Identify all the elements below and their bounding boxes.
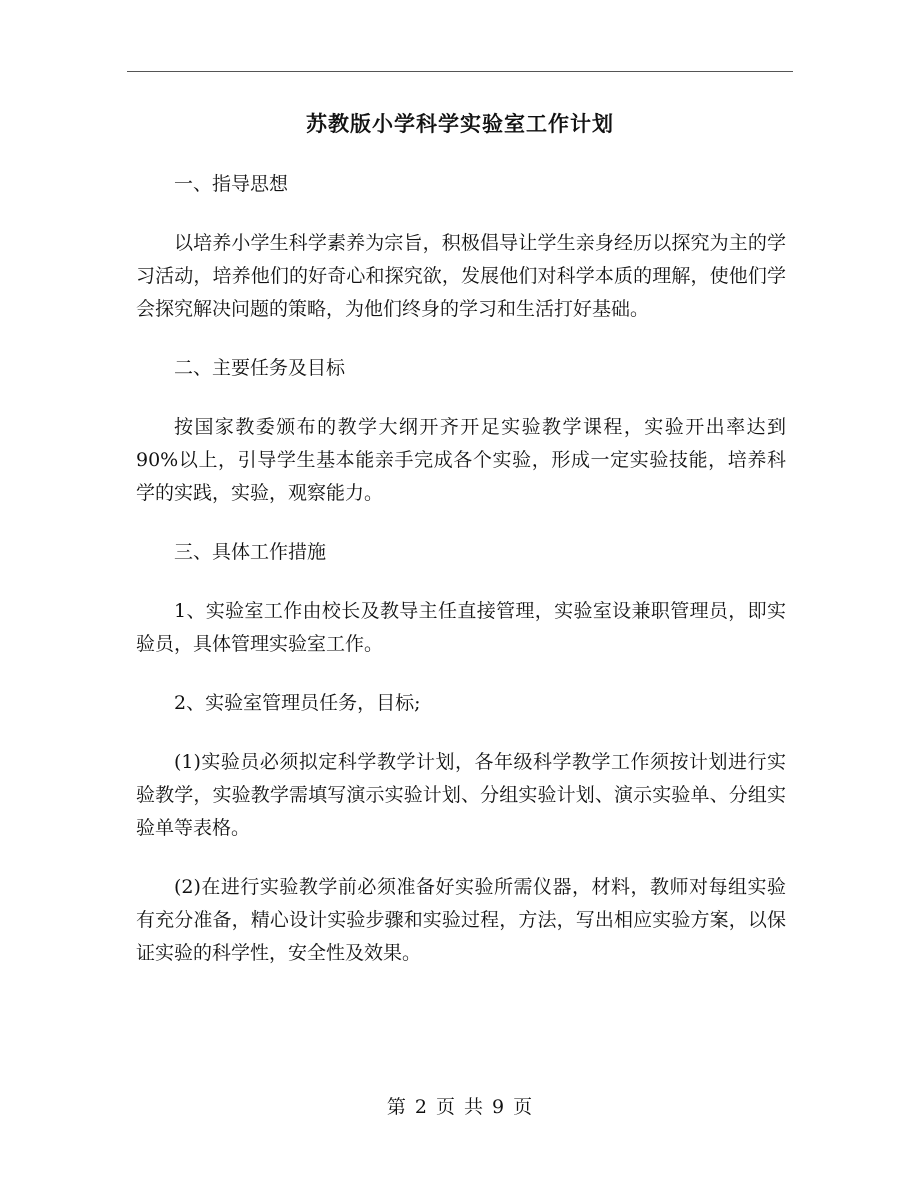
section-heading-guiding-idea: 一、指导思想 (174, 173, 289, 195)
paragraph-tasks-goals: 按国家教委颁布的教学大纲开齐开足实验教学课程，实验开出率达到90%以上，引导学生基本能亲手完成各个实验，形成一定实验技能，培养科学的实践，实验，观察能力。 (136, 416, 786, 504)
paragraph-measure-2-1: (1)实验员必须拟定科学教学计划，各年级科学教学工作须按计划进行实验教学，实验教学需填写演示实验计划、分组实验计划、演示实验单、分组实验单等表格。 (136, 751, 786, 839)
paragraph-measure-1: 1、实验室工作由校长及教导主任直接管理，实验室设兼职管理员，即实验员，具体管理实验室工作。 (136, 600, 786, 655)
header-rule (127, 71, 793, 72)
paragraph-measure-2: 2、实验室管理员任务，目标; (174, 692, 421, 714)
footer-page-word: 页 (435, 1096, 456, 1118)
section-heading-measures: 三、具体工作措施 (174, 541, 327, 563)
footer-prefix: 第 (386, 1096, 407, 1118)
paragraph-measure-2-2: (2)在进行实验教学前必须准备好实验所需仪器，材料，教师对每组实验有充分准备，精心设计实验步骤和实验过程，方法，写出相应实验方案，以保证实验的科学性，安全性及效果。 (136, 876, 786, 964)
footer-current-page: 2 (414, 1096, 428, 1118)
paragraph-guiding-idea: 以培养小学生科学素养为宗旨，积极倡导让学生亲身经历以探究为主的学习活动，培养他们的好奇心和探究欲，发展他们对科学本质的理解，使他们学会探究解决问题的策略，为他们终身的学习和生活打好基础。 (136, 232, 786, 320)
section-heading-tasks-goals: 二、主要任务及目标 (174, 357, 346, 379)
document-title: 苏教版小学科学实验室工作计划 (306, 111, 614, 136)
page-footer (0, 1092, 920, 1119)
footer-total-pages: 9 (492, 1096, 506, 1118)
document-body (136, 168, 786, 970)
footer-suffix: 页 (513, 1096, 534, 1118)
footer-total-word: 共 (464, 1096, 485, 1118)
